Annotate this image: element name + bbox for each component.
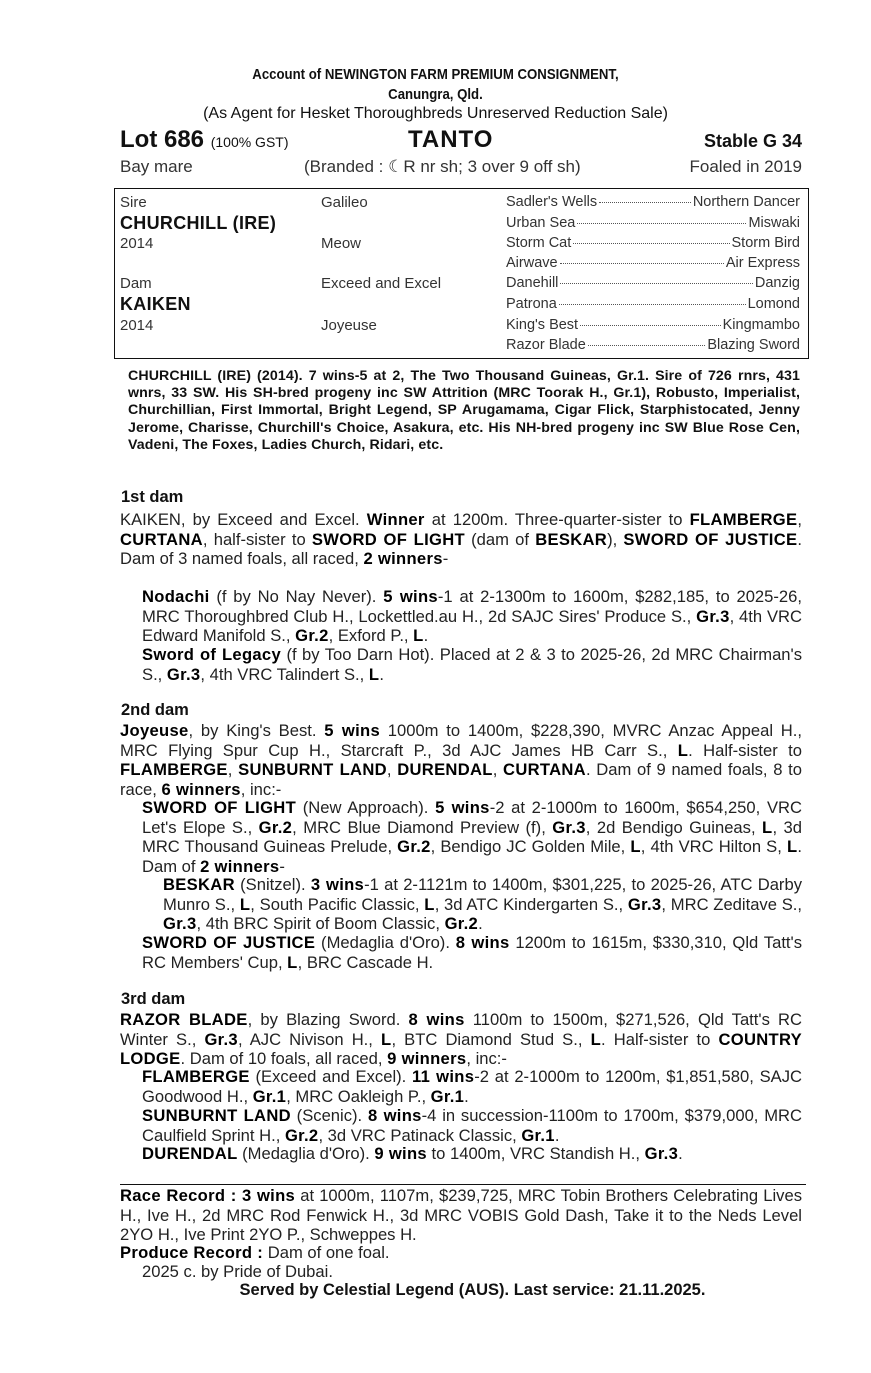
- dam-year: 2014: [120, 317, 154, 334]
- sire-sire: Galileo: [321, 194, 368, 211]
- produce-record-text: Dam of one foal.: [267, 1243, 390, 1262]
- stable-number: Stable G 34: [703, 131, 802, 151]
- consignor-location: Canungra, Qld.: [388, 86, 483, 103]
- agent-line: (As Agent for Hesket Thoroughbreds Unreserved Reduction Sale): [203, 105, 668, 122]
- third-gen-ancestor: Storm Cat Storm Bird: [506, 235, 800, 251]
- sire-label: Sire: [120, 194, 147, 211]
- race-record-text: at 1000m, 1107m, $239,725, MRC Tobin Brothers Celebrating Lives H., Ive H., 2d MRC Rod Fenwick H., 3d MRC VOBIS Gold Dash, Take it to the Neds Level 2YO H., Ive Print 2YO P., Schweppes H.: [120, 1186, 802, 1244]
- lot-number: Lot 686 (100% GST): [120, 126, 289, 153]
- race-record-label: Race Record : 3 wins: [120, 1186, 296, 1205]
- sire-summary: CHURCHILL (IRE) (2014). 7 wins-5 at 2, The Two Thousand Guineas, Gr.1. Sire of 726 rnrs, 431 wnrs, 33 SW. His SH-bred progeny inc SW Attrition (MRC Toorak H., Gr.1), Robusto, Imperialist, Churchillian, First Immortal, Bright Legend, SP Arugamama, Cigar Flick, Starphistocated, Jenny Jerome, Charisse, Churchill's Choice, Asakura, etc. His NH-bred progeny inc SW Blue Rose Cen, Vadeni, The Foxes, Ladies Church, Ridari, etc.: [128, 368, 800, 453]
- sire-year: 2014: [120, 235, 154, 252]
- produce-foal: 2025 c. by Pride of Dubai.: [142, 1262, 333, 1281]
- horse-name: TANTO: [408, 126, 494, 153]
- third-gen-ancestor: Urban Sea Miswaki: [506, 215, 800, 231]
- progeny-entry-beskar: BESKAR (Snitzel). 3 wins-1 at 2-1121m to 1400m, $301,225, to 2025-26, ATC Darby Munro S., L, South Pacific Classic, L, 3d ATC Kindergarten S., Gr.3, MRC Zeditave S., Gr.3, 4th BRC Spirit of Boom Classic, Gr.2.: [163, 875, 802, 933]
- consignor-line: Account of NEWINGTON FARM PREMIUM CONSIGNMENT,: [252, 66, 619, 83]
- third-dam-entry: RAZOR BLADE, by Blazing Sword. 8 wins 1100m to 1500m, $271,526, Qld Tatt's RC Winter S., Gr.3, AJC Nivison H., L, BTC Diamond Stud S., L. Half-sister to COUNTRY LODGE. Dam of 10 foals, all raced, 9 winners, inc:-: [120, 1010, 802, 1068]
- produce-record: [120, 1243, 802, 1263]
- dam-sire: Exceed and Excel: [321, 275, 442, 292]
- service-note: Served by Celestial Legend (AUS). Last service: 21.11.2025.: [239, 1281, 706, 1299]
- progeny-entry-sunburnt-land: SUNBURNT LAND (Scenic). 8 wins-4 in succession-1100m to 1700m, $379,000, MRC Caulfield Sprint H., Gr.2, 3d VRC Patinack Classic, Gr.1.: [142, 1106, 802, 1145]
- dam-name: KAIKEN: [120, 294, 191, 314]
- progeny-entry-durendal: DURENDAL (Medaglia d'Oro). 9 wins to 1400m, VRC Standish H., Gr.3.: [142, 1144, 683, 1163]
- third-gen-ancestor: Airwave Air Express: [506, 255, 800, 271]
- dam-label: Dam: [120, 275, 152, 292]
- horse-sex: Bay mare: [120, 157, 193, 176]
- sire-dam: Meow: [321, 235, 362, 252]
- dam-dam: Joyeuse: [321, 317, 377, 334]
- third-gen-ancestor: King's Best Kingmambo: [506, 317, 800, 333]
- first-dam-entry: KAIKEN, by Exceed and Excel. Winner at 1200m. Three-quarter-sister to FLAMBERGE, CURTANA, half-sister to SWORD OF LIGHT (dam of BESKAR), SWORD OF JUSTICE. Dam of 3 named foals, all raced, 2 winners-: [120, 510, 802, 568]
- foaled-year: Foaled in 2019: [689, 157, 802, 176]
- progeny-entry-nodachi: Nodachi (f by No Nay Never). 5 wins-1 at 2-1300m to 1600m, $282,185, to 2025-26, MRC Thoroughbred Club H., Lockettled.au H., 2d SAJC Sires' Produce S., Gr.3, 4th VRC Edward Manifold S., Gr.2, Exford P., L.: [142, 587, 802, 645]
- third-gen-ancestor: Patrona Lomond: [506, 296, 800, 312]
- records-divider: [120, 1184, 806, 1185]
- progeny-entry-flamberge: FLAMBERGE (Exceed and Excel). 11 wins-2 at 2-1000m to 1200m, $1,851,580, SAJC Goodwood H., Gr.1, MRC Oakleigh P., Gr.1.: [142, 1067, 802, 1106]
- first-dam-heading: 1st dam: [121, 488, 184, 506]
- progeny-entry-sword-of-light: SWORD OF LIGHT (New Approach). 5 wins-2 at 2-1000m to 1600m, $654,250, VRC Let's Elope S., Gr.2, MRC Blue Diamond Preview (f), Gr.3, 2d Bendigo Guineas, L, 3d MRC Thousand Guineas Prelude, Gr.2, Bendigo JC Golden Mile, L, 4th VRC Hilton S, L. Dam of 2 winners-: [142, 798, 803, 876]
- third-dam-heading: 3rd dam: [121, 990, 186, 1008]
- lot-subheader: [120, 157, 802, 179]
- third-gen-ancestor: Razor Blade Blazing Sword: [506, 337, 800, 353]
- brand-description: (Branded : ☾R nr sh; 3 over 9 off sh): [304, 157, 581, 176]
- third-gen-ancestor: Danehill Danzig: [506, 275, 800, 291]
- progeny-entry-sword-of-justice: SWORD OF JUSTICE (Medaglia d'Oro). 8 wins 1200m to 1615m, $330,310, Qld Tatt's RC Members' Cup, L, BRC Cascade H.: [142, 933, 802, 972]
- pedigree-table: [114, 188, 809, 359]
- lot-header: [120, 126, 802, 154]
- progeny-entry-sword-of-legacy: Sword of Legacy (f by Too Darn Hot). Placed at 2 & 3 to 2025-26, 2d MRC Chairman's S., Gr.3, 4th VRC Talindert S., L.: [142, 645, 802, 684]
- gst-note: (100% GST): [210, 134, 289, 150]
- race-record: [120, 1186, 802, 1245]
- second-dam-heading: 2nd dam: [121, 701, 189, 719]
- produce-record-label: Produce Record :: [120, 1243, 264, 1262]
- sire-name: CHURCHILL (IRE): [120, 213, 277, 233]
- third-gen-ancestor: Sadler's Wells Northern Dancer: [506, 194, 800, 210]
- second-dam-entry: Joyeuse, by King's Best. 5 wins 1000m to 1400m, $228,390, MVRC Anzac Appeal H., MRC Flying Spur Cup H., Starcraft P., 3d AJC James HB Carr S., L. Half-sister to FLAMBERGE, SUNBURNT LAND, DURENDAL, CURTANA. Dam of 9 named foals, 8 to race, 6 winners, inc:-: [120, 721, 802, 799]
